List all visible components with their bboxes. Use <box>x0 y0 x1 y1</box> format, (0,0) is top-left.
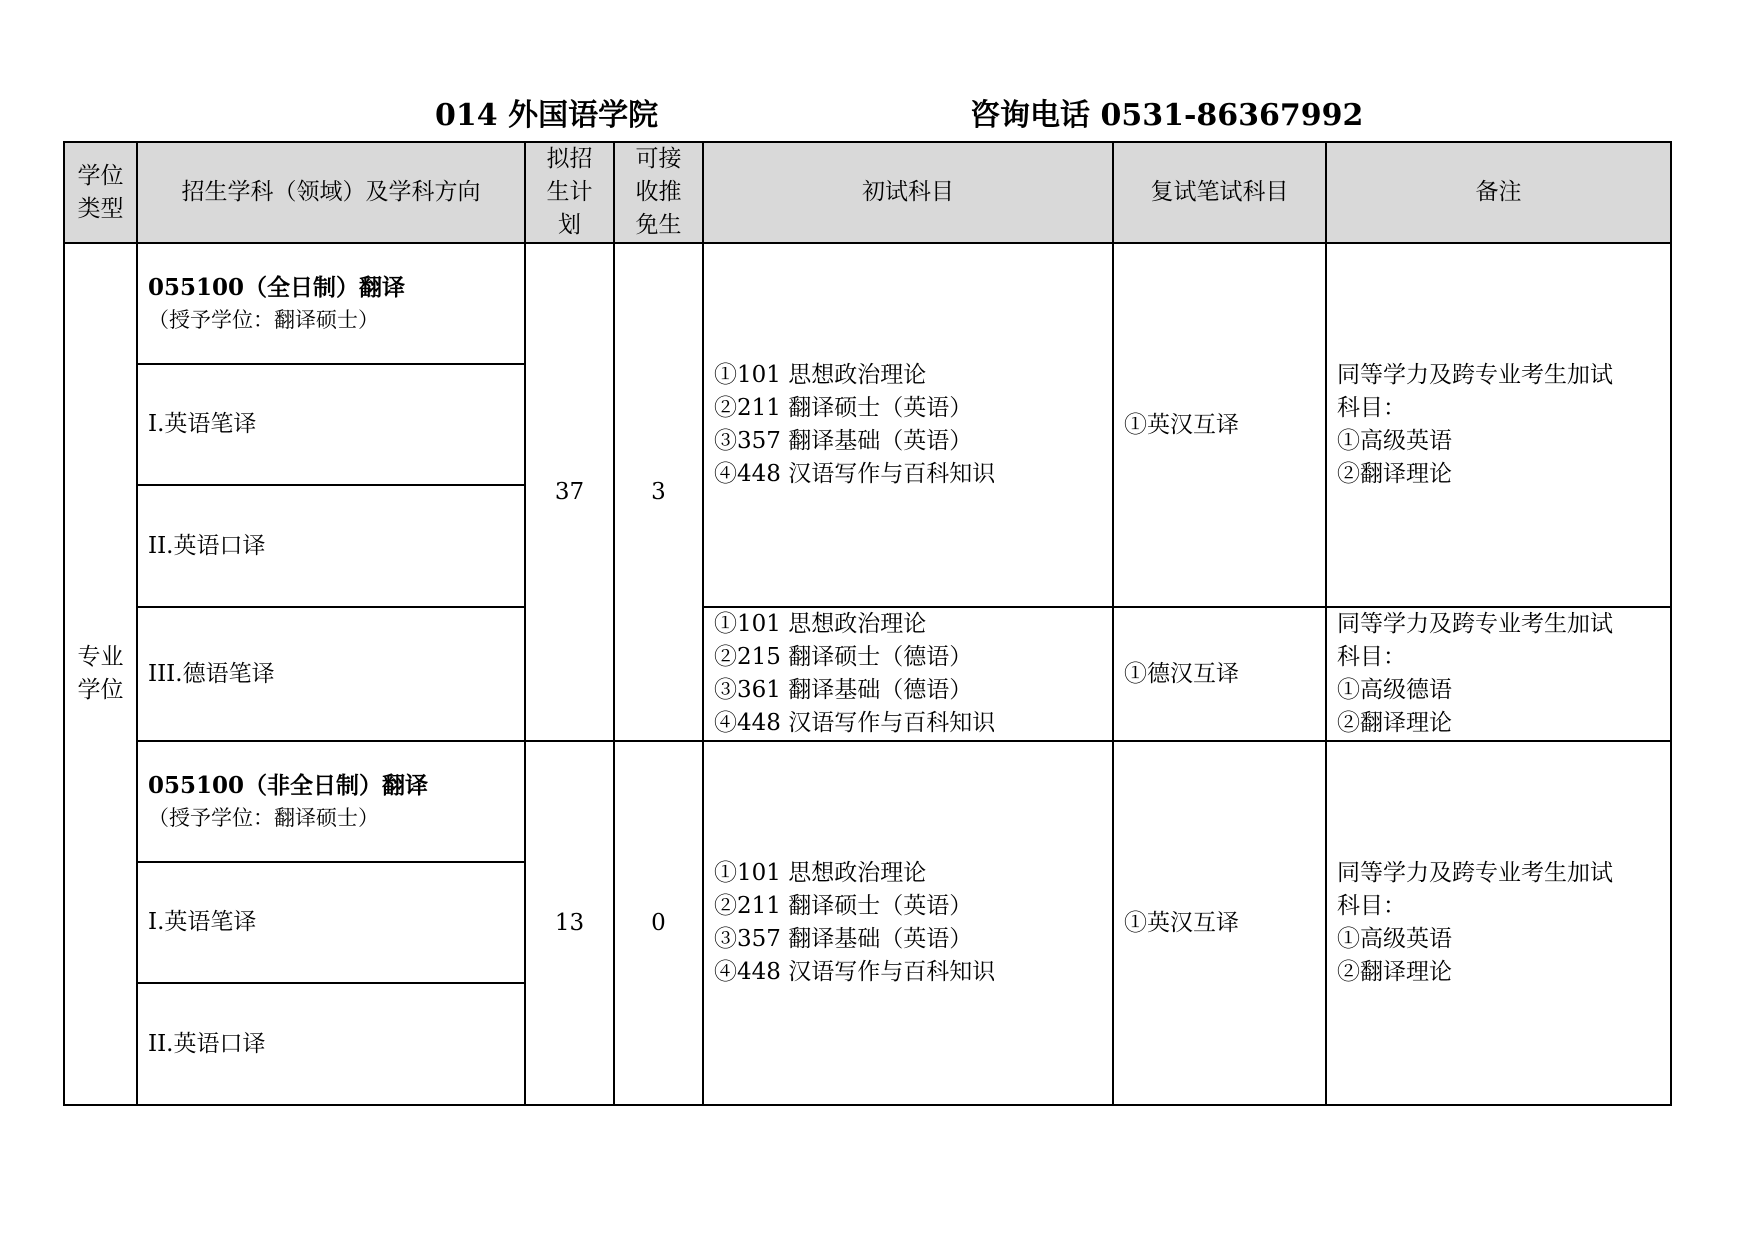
fulltime-german-remark: 同等学力及跨专业考生加试 科目： ①高级德语 ②翻译理论 <box>1326 607 1671 741</box>
table-row <box>64 243 1671 364</box>
fulltime-english-retest: ①英汉互译 <box>1113 243 1326 607</box>
col-remark: 备注 <box>1326 142 1671 243</box>
col-plan: 拟招 生计 划 <box>525 142 614 243</box>
fulltime-german-retest: ①德汉互译 <box>1113 607 1326 741</box>
fulltime-plan: 37 <box>525 243 614 741</box>
degree-type-cell: 专业 学位 <box>64 243 137 1105</box>
col-initial-exam: 初试科目 <box>703 142 1113 243</box>
direction-german-translation: III.德语笔译 <box>137 607 525 741</box>
parttime-exams: ①101 思想政治理论 ②211 翻译硕士（英语） ③357 翻译基础（英语） ④448 汉语写作与百科知识 <box>703 741 1113 1105</box>
parttime-direction-english-translation: I.英语笔译 <box>137 862 525 983</box>
parttime-plan: 13 <box>525 741 614 1105</box>
contact-phone: 咨询电话 0531-86367992 <box>970 98 1364 133</box>
parttime-program-title: 055100（非全日制）翻译 （授予学位：翻译硕士） <box>137 741 525 862</box>
page-header <box>0 84 1754 134</box>
table-row <box>64 607 1671 741</box>
direction-english-interpretation: II.英语口译 <box>137 485 525 607</box>
fulltime-english-exams: ①101 思想政治理论 ②211 翻译硕士（英语） ③357 翻译基础（英语） ④448 汉语写作与百科知识 <box>703 243 1113 607</box>
fulltime-program-title: 055100（全日制）翻译 （授予学位：翻译硕士） <box>137 243 525 364</box>
parttime-direction-english-interpretation: II.英语口译 <box>137 983 525 1105</box>
fulltime-german-exams: ①101 思想政治理论 ②215 翻译硕士（德语） ③361 翻译基础（德语） ④448 汉语写作与百科知识 <box>703 607 1113 741</box>
table-header-row <box>64 142 1671 243</box>
col-exempt: 可接 收推 免生 <box>614 142 703 243</box>
parttime-retest: ①英汉互译 <box>1113 741 1326 1105</box>
parttime-exempt: 0 <box>614 741 703 1105</box>
col-retest: 复试笔试科目 <box>1113 142 1326 243</box>
col-subject: 招生学科（领域）及学科方向 <box>137 142 525 243</box>
direction-english-translation: I.英语笔译 <box>137 364 525 485</box>
fulltime-english-remark: 同等学力及跨专业考生加试 科目： ①高级英语 ②翻译理论 <box>1326 243 1671 607</box>
fulltime-exempt: 3 <box>614 243 703 741</box>
col-degree-type: 学位 类型 <box>64 142 137 243</box>
parttime-remark: 同等学力及跨专业考生加试 科目： ①高级英语 ②翻译理论 <box>1326 741 1671 1105</box>
school-title: 014 外国语学院 <box>435 98 659 133</box>
table-row <box>64 741 1671 862</box>
admission-plan-table <box>63 141 1672 1106</box>
